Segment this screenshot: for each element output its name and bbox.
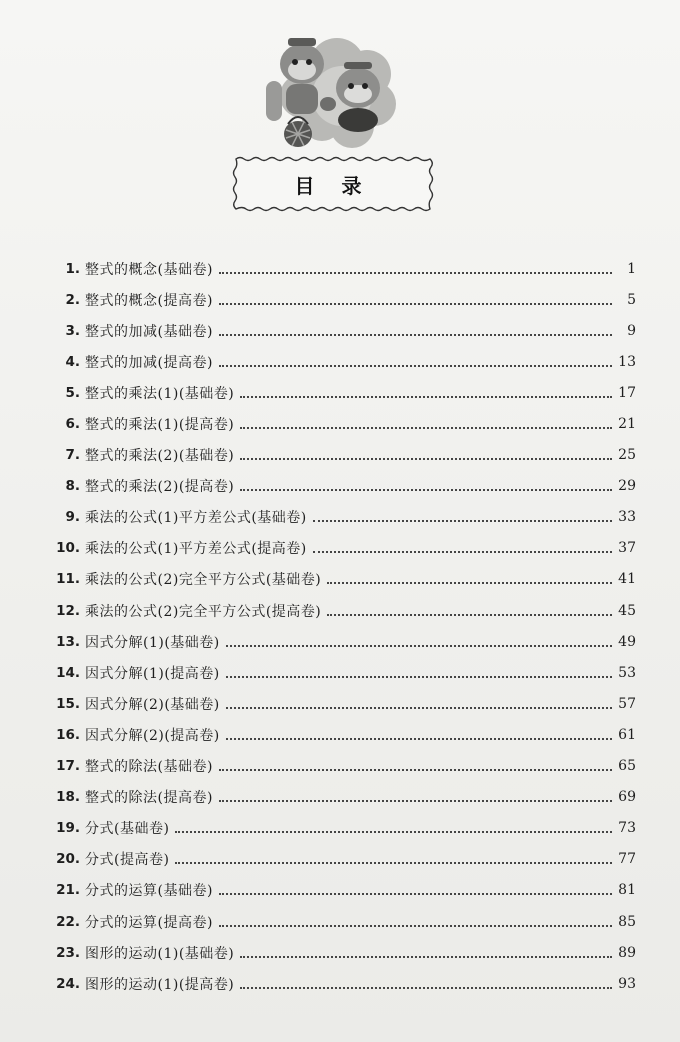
toc-entry-title: 因式分解(2)(提高卷) (85, 727, 220, 744)
toc-dot-leader (226, 724, 612, 740)
toc-entry-title: 整式的加减(基础卷) (85, 323, 213, 340)
toc-dot-leader (327, 600, 612, 616)
toc-entry (56, 471, 636, 502)
toc-entry-page-number: 57 (618, 695, 636, 712)
toc-entry-number: 5. (65, 384, 80, 401)
toc-entry-page-number: 65 (618, 758, 636, 775)
toc-dot-leader (240, 973, 612, 989)
toc-entry (56, 875, 636, 906)
toc-entry (56, 315, 636, 346)
toc-dot-leader (226, 631, 612, 647)
toc-entry-number: 24. (56, 975, 80, 992)
toc-dot-leader (219, 320, 612, 336)
toc-entry-page-number: 61 (618, 726, 636, 743)
toc-dot-leader (226, 662, 612, 678)
toc-dot-leader (219, 289, 612, 305)
toc-entry-title: 因式分解(2)(基础卷) (85, 696, 220, 713)
toc-entry (56, 346, 636, 377)
toc-entry-number: 19. (56, 820, 80, 837)
toc-entry-number: 20. (56, 851, 80, 868)
toc-entry-title: 整式的除法(基础卷) (85, 759, 213, 776)
toc-entry-number: 18. (56, 789, 80, 806)
toc-dot-leader (240, 413, 612, 429)
toc-entry-title: 分式的运算(提高卷) (85, 914, 213, 931)
toc-dot-leader (175, 817, 612, 833)
toc-entry-title: 图形的运动(1)(提高卷) (85, 976, 235, 993)
toc-entry-page-number: 9 (627, 322, 636, 339)
toc-dot-leader (226, 693, 612, 709)
toc-entry-page-number: 49 (618, 633, 636, 650)
toc-dot-leader (219, 786, 612, 802)
toc-entry-page-number: 89 (618, 944, 636, 961)
toc-entry-page-number: 85 (618, 913, 636, 930)
toc-entry-page-number: 93 (618, 975, 636, 992)
toc-entry-number: 23. (56, 944, 80, 961)
toc-dot-leader (175, 848, 612, 864)
toc-entry-page-number: 81 (618, 882, 636, 899)
toc-entry-page-number: 77 (618, 851, 636, 868)
toc-entry-number: 7. (65, 447, 80, 464)
toc-entry (56, 906, 636, 937)
toc-dot-leader (313, 506, 612, 522)
toc-entry-number: 3. (65, 322, 80, 339)
toc-entry-title: 分式(提高卷) (85, 852, 170, 869)
toc-entry (56, 937, 636, 968)
toc-entry-page-number: 17 (618, 384, 636, 401)
toc-entry-page-number: 25 (618, 447, 636, 464)
toc-dot-leader (219, 755, 612, 771)
toc-entry-page-number: 73 (618, 820, 636, 837)
toc-entry (56, 751, 636, 782)
toc-entry-title: 乘法的公式(1)平方差公式(基础卷) (85, 510, 307, 527)
toc-entry-number: 15. (56, 695, 80, 712)
toc-entry-title: 整式的乘法(2)(提高卷) (85, 479, 235, 496)
toc-entry-title: 整式的乘法(1)(基础卷) (85, 385, 235, 402)
toc-entry (56, 440, 636, 471)
toc-entry-number: 16. (56, 726, 80, 743)
toc-entry-page-number: 53 (618, 664, 636, 681)
toc-entry-page-number: 69 (618, 789, 636, 806)
toc-entry-number: 2. (65, 291, 80, 308)
toc-entry-number: 9. (65, 509, 80, 526)
table-of-contents (56, 253, 636, 999)
toc-entry-page-number: 37 (618, 540, 636, 557)
toc-entry (56, 377, 636, 408)
toc-entry (56, 408, 636, 439)
toc-entry-number: 21. (56, 882, 80, 899)
toc-dot-leader (219, 911, 612, 927)
toc-entry-title: 图形的运动(1)(基础卷) (85, 945, 235, 962)
toc-entry-title: 整式的加减(提高卷) (85, 354, 213, 371)
toc-title-banner (228, 155, 438, 213)
toc-entry (56, 719, 636, 750)
toc-entry-title: 整式的概念(提高卷) (85, 292, 213, 309)
toc-entry (56, 533, 636, 564)
toc-entry (56, 844, 636, 875)
toc-entry-title: 乘法的公式(2)完全平方公式(提高卷) (85, 603, 322, 620)
toc-entry-number: 1. (65, 260, 80, 277)
toc-entry-title: 乘法的公式(2)完全平方公式(基础卷) (85, 572, 322, 589)
toc-entry-page-number: 45 (618, 602, 636, 619)
toc-entry (56, 284, 636, 315)
toc-dot-leader (327, 568, 612, 584)
toc-dot-leader (219, 879, 612, 895)
toc-entry (56, 813, 636, 844)
toc-entry (56, 968, 636, 999)
toc-entry (56, 502, 636, 533)
toc-entry-number: 22. (56, 913, 80, 930)
page-title: 目 录 (294, 173, 372, 198)
toc-entry-title: 乘法的公式(1)平方差公式(提高卷) (85, 541, 307, 558)
toc-entry (56, 564, 636, 595)
toc-entry-title: 整式的乘法(1)(提高卷) (85, 417, 235, 434)
toc-entry-page-number: 21 (618, 416, 636, 433)
toc-entry-page-number: 33 (618, 509, 636, 526)
toc-entry (56, 688, 636, 719)
toc-entry-number: 6. (65, 416, 80, 433)
toc-entry (56, 626, 636, 657)
toc-dot-leader (240, 382, 612, 398)
toc-dot-leader (240, 444, 612, 460)
toc-entry-page-number: 1 (627, 260, 636, 277)
toc-entry-number: 17. (56, 758, 80, 775)
toc-entry-title: 因式分解(1)(基础卷) (85, 634, 220, 651)
toc-entry (56, 657, 636, 688)
toc-entry-title: 整式的概念(基础卷) (85, 261, 213, 278)
toc-entry-number: 14. (56, 664, 80, 681)
toc-entry-title: 整式的乘法(2)(基础卷) (85, 448, 235, 465)
toc-entry (56, 782, 636, 813)
toc-entry-page-number: 29 (618, 478, 636, 495)
toc-entry-title: 因式分解(1)(提高卷) (85, 665, 220, 682)
toc-entry-number: 4. (65, 353, 80, 370)
toc-entry (56, 253, 636, 284)
toc-dot-leader (240, 475, 612, 491)
toc-dot-leader (219, 258, 612, 274)
toc-entry-page-number: 5 (627, 291, 636, 308)
toc-dot-leader (313, 537, 612, 553)
toc-entry-title: 整式的除法(提高卷) (85, 790, 213, 807)
toc-entry-number: 10. (56, 540, 80, 557)
toc-entry-number: 8. (65, 478, 80, 495)
toc-dot-leader (219, 351, 612, 367)
toc-entry-number: 11. (56, 571, 80, 588)
toc-entry (56, 595, 636, 626)
toc-entry-title: 分式的运算(基础卷) (85, 883, 213, 900)
toc-entry-page-number: 41 (618, 571, 636, 588)
toc-dot-leader (240, 942, 612, 958)
toc-entry-title: 分式(基础卷) (85, 821, 170, 838)
toc-entry-number: 13. (56, 633, 80, 650)
cartoon-mascot-illustration (262, 26, 402, 151)
toc-entry-page-number: 13 (618, 353, 636, 370)
toc-entry-number: 12. (56, 602, 80, 619)
